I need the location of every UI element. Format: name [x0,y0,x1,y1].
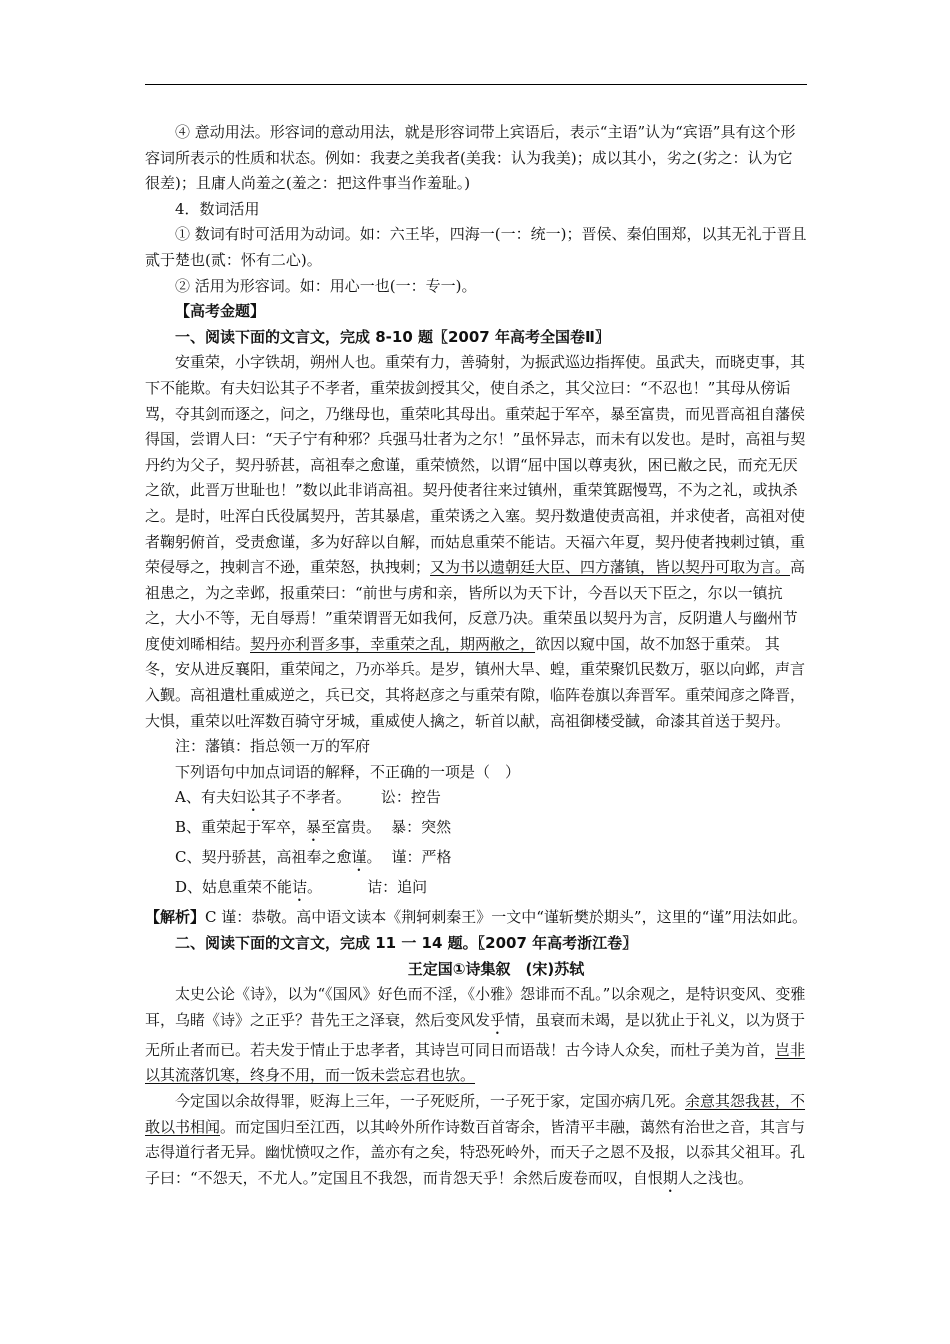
underlined-sentence: 又为书以遗朝廷大臣、四方藩镇，皆以契丹可取为言。 [430,558,791,577]
analysis-label: 【解析】 [145,908,206,927]
passage-text: 欲因以窥中国，故不加怒于重荣。 其冬，安从进反襄阳，重荣闻之，乃亦举兵。是岁，镇州大旱、蝗，重荣聚饥民数万，驱以向邺，声言入觐。高祖遣杜重威逆之，兵已交，其将赵彦之与重荣有隙，临阵卷旗以奔晋军。重荣闻彦之降晋，大惧，重荣以吐浑数百骑守牙城，重威使人擒之，斩首以献，高祖御楼受馘，命漆其首送于契丹。 [145,634,806,730]
dotted-word: 讼 [245,788,261,807]
option-d[interactable] [145,875,807,905]
option-a[interactable] [145,785,807,815]
option-text: D、姑息重荣不能 [175,878,293,897]
question-2-heading: 二、阅读下面的文言文，完成 11 一 14 题。〖2007 年高考浙江卷〗 [175,934,638,953]
passage-text: 高祖患之，为之幸邺，报重荣曰：“前世与虏和亲，皆所以为天下计，今吾以天下臣之，尔以一镇抗之，大小不等，无自辱焉！”重荣谓晋无如我何，反意乃决。重荣虽以契丹为言，反阴遣人与幽州节度使刘晞相结。 [145,558,806,653]
option-gloss: 谨：严格 [391,848,452,867]
option-text: 至富贵。 [321,818,382,837]
section-title: 【高考金题】 [175,302,266,321]
option-text: 其子不孝者。 [260,788,351,807]
dotted-word: 谨 [351,848,367,867]
grammar-paragraph-numeral-adj: ② 活用为形容词。如：用心一也(一：专一)。 [175,276,477,295]
option-text: 。 [366,848,382,867]
passage-text: 太史公论《诗》，以为“《国风》好色而不淫，《小雅》怨诽而不乱。”以余观之，是特识变风、变雅耳，乌睹《诗》之正乎？昔先王之泽衰，然后变风发 [145,985,806,1029]
underlined-sentence: 余意其怨我甚，不敢以书相闻 [145,1092,806,1136]
option-gloss: 暴：突然 [391,818,452,837]
question-2-paragraph-2 [145,1089,807,1196]
dotted-word: 期 [662,1168,678,1187]
dotted-word: 乎 [490,1010,506,1029]
underlined-sentence: 契丹亦利晋多事，幸重荣之乱，期两敝之， [250,634,536,653]
poem-collection-title: 王定国①诗集叙 (宋)苏轼 [407,959,585,978]
option-b[interactable] [145,815,807,845]
option-c[interactable] [145,845,807,875]
analysis [145,905,807,931]
option-gloss: 讼：控告 [380,788,441,807]
grammar-paragraph-yidong: ④ 意动用法。形容词的意动用法，就是形容词带上宾语后，表示“主语”认为“宾语”具有这个形容词所表示的性质和状态。例如：我妻之美我者(美我：认为我美)；成以其小，劣之(劣之：认为它很差)；且庸人尚羞之(羞之：把这件事当作羞耻。) [145,123,796,193]
dotted-word: 暴 [306,818,322,837]
passage-text: 人之浅也。 [677,1168,753,1187]
question-1-passage [145,350,807,734]
option-gloss: 诘：追问 [367,878,428,897]
grammar-paragraph-numeral-verb: ① 数词有时可活用为动词。如：六王毕，四海一(一：统一)；晋侯、秦伯围郑，以其无礼于晋且贰于楚也(贰：怀有二心)。 [145,225,807,269]
analysis-text: C 谨：恭敬。高中语文读本《荆轲刺秦王》一文中“谨斩樊於期头”，这里的“谨”用法如此。 [205,908,807,927]
question-1-heading: 一、阅读下面的文言文，完成 8-10 题〖2007 年高考全国卷Ⅱ〗 [175,327,610,346]
passage-note: 注：藩镇：指总领一万的军府 [175,737,371,756]
dotted-word: 诘 [292,878,308,897]
option-text: C、契丹骄甚，高祖奉之愈 [175,848,352,867]
passage-text: 安重荣，小字铁胡，朔州人也。重荣有力，善骑射，为振武巡边指挥使。虽武夫，而晓吏事，其下不能欺。有夫妇讼其子不孝者，重荣拔剑授其父，使自杀之，其父泣曰：“不忍也！”其母从傍诟骂，夺其剑而逐之，问之，乃继母也，重荣叱其母出。重荣起于军卒，暴至富贵，而见晋高祖自藩侯得国，尝谓人曰：“天子宁有种邪？兵强马壮者为之尔！”虽怀异志，而未有以发也。是时，高祖与契丹约为父子，契丹骄甚，高祖奉之愈谨，重荣愤然，以谓“屈中国以尊夷狄，困已敝之民，而充无厌之欲，此晋万世耻也！”数以此非诮高祖。契丹使者往来过镇州，重荣箕踞慢骂，不为之礼，或执杀之。是时，吐浑白氏役属契丹，苦其暴虐，重荣诱之入塞。契丹数遣使责高祖，并求使者，高祖对使者鞠躬俯首，受责愈谨，多为好辞以自解，而姑息重荣不能诘。天福六年夏，契丹使者拽刺过镇，重荣侵辱之，拽刺言不逊，重荣怒，执拽刺； [145,353,806,577]
header-rule [145,84,807,85]
option-text: 。 [307,878,323,897]
passage-text: 。而定国归至江西，以其岭外所作诗数百首寄余，皆清平丰融，蔼然有治世之音，其言与志得道行者无异。幽忧愤叹之作，盖亦有之矣，特恐死岭外，而天子之恩不及报，以忝其父祖耳。孔子曰：“不怨天，不尤人。”定国且不我怨，而肯怨天乎！余然后废卷而叹，自恨 [145,1117,806,1187]
underlined-sentence: 岂非以其流落饥寒，终身不用，而一饭未尝忘君也欤。 [145,1040,806,1085]
passage-text: 今定国以余故得罪，贬海上三年，一子死贬所，一子死于家，定国亦病几死。 [175,1092,686,1110]
question-1-prompt: 下列语句中加点词语的解释，不正确的一项是（ ） [175,762,521,781]
passage-text: 情，虽衰而未竭，是以犹止于礼义，以为贤于无所止者而已。若夫发于情止于忠孝者，其诗岂可同日而语哉！古今诗人众矣，而杜子美为首， [145,1010,806,1059]
option-text: A、有夫妇 [175,788,246,807]
question-2-paragraph-1 [145,982,807,1089]
option-text: B、重荣起于军卒， [175,818,307,837]
grammar-heading-numeral: 4．数词活用 [175,199,260,218]
document-body [145,120,807,1196]
